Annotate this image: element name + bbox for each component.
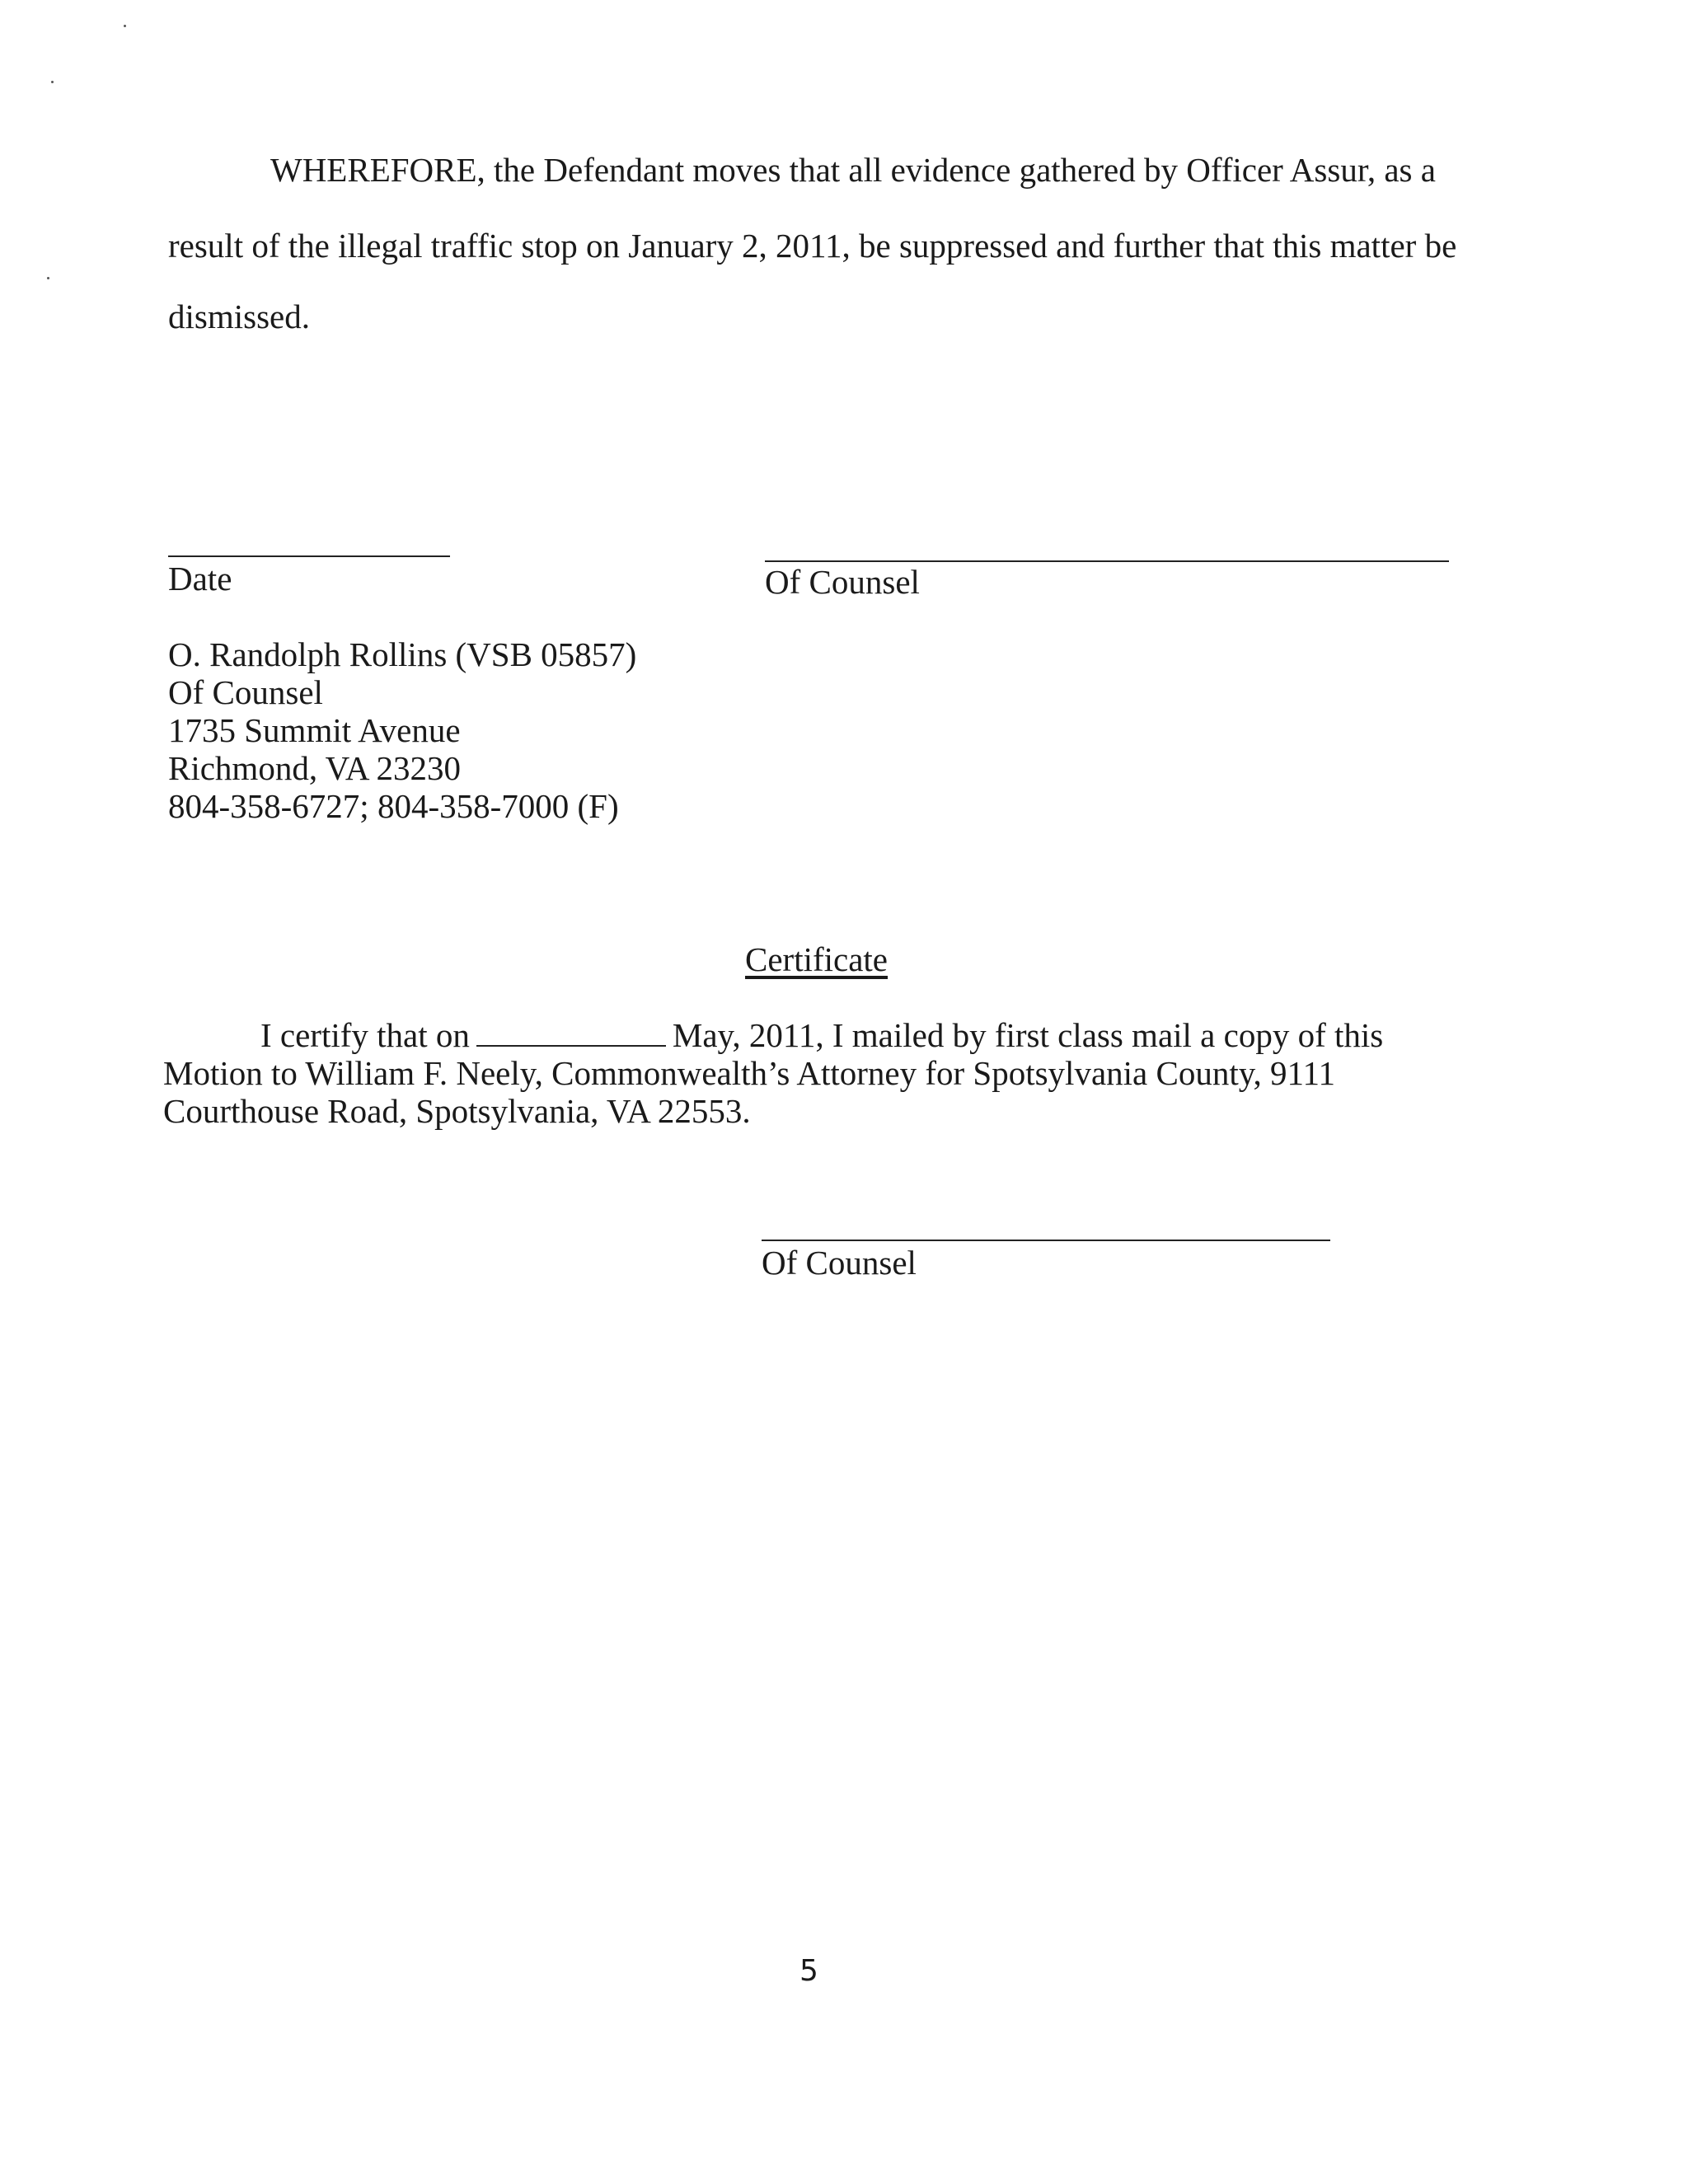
attorney-name: O. Randolph Rollins (VSB 05857) (168, 635, 637, 673)
certificate-line-3: Courthouse Road, Spotsylvania, VA 22553. (163, 1092, 751, 1130)
scan-speck (47, 277, 49, 279)
certificate-line-1-start: I certify that on (260, 1016, 470, 1054)
paragraph-line-2: result of the illegal traffic stop on January 2, 2011, be suppressed and further that this matter be (168, 227, 1457, 265)
page-number: 5 (799, 1954, 818, 1988)
certificate-heading: Certificate (745, 940, 889, 978)
paragraph-line-1: WHEREFORE, the Defendant moves that all evidence gathered by Officer Assur, as a (270, 151, 1436, 189)
certificate-counsel-label: Of Counsel (762, 1244, 917, 1282)
certificate-line-2: Motion to William F. Neely, Commonwealth’s Attorney for Spotsylvania County, 9111 (163, 1054, 1336, 1092)
counsel-signature-line (765, 560, 1449, 562)
certificate-line-1 (260, 1016, 1384, 1054)
attorney-phone: 804-358-6727; 804-358-7000 (F) (168, 787, 619, 825)
scan-speck (124, 25, 126, 27)
attorney-role: Of Counsel (168, 673, 323, 711)
attorney-street: 1735 Summit Avenue (168, 711, 461, 749)
certificate-date-blank (476, 1020, 666, 1047)
certificate-line-1-end: May, 2011, I mailed by first class mail a copy of this (672, 1016, 1384, 1054)
date-label: Date (168, 560, 232, 598)
scan-speck (51, 81, 54, 83)
attorney-city: Richmond, VA 23230 (168, 749, 462, 787)
date-signature-line (168, 555, 450, 557)
certificate-signature-line (762, 1240, 1330, 1241)
counsel-label: Of Counsel (765, 563, 920, 601)
paragraph-line-3: dismissed. (168, 298, 310, 335)
